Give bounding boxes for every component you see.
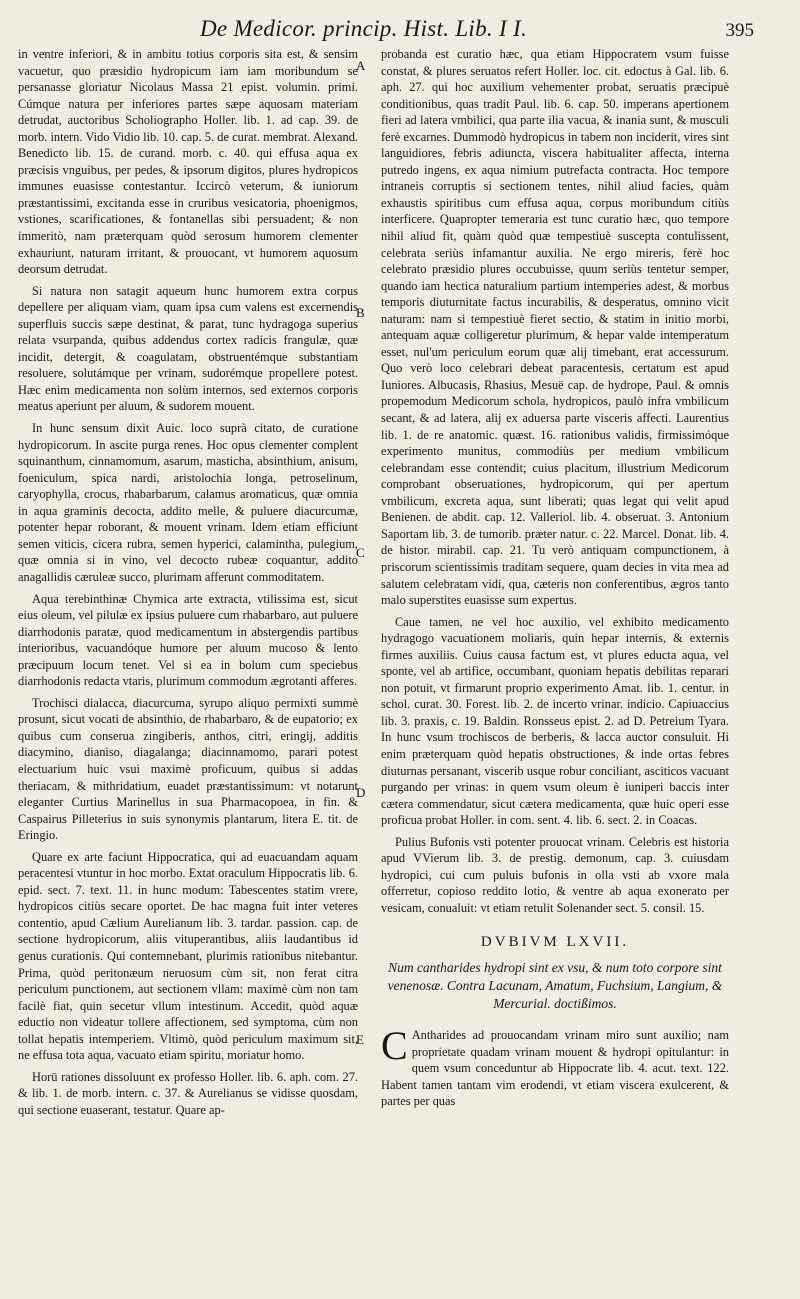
margin-letter-b: B <box>356 305 365 320</box>
paragraph-text: Antharides ad prouocandam vrinam miro sunt auxilio; nam proprietate quadam vrinam mouent & hydropi opitulantur: in quem vsum conceduntur ab Hippocrate lib. 4. acut. text. 122. Habent tamen tantam vim erodendi, vt etiam viscera exulcerent, & partes per quas <box>381 1027 729 1109</box>
paragraph: In hunc sensum dixit Auic. loco suprà citato, de curatione hydropicorum. In ascite purga renes. Hoc opus clementer complent squinanthum, cinnamomum, asarum, masticha, absinthium, anisum, foeniculum, spica nardi, aristolochia longa, petroselinum, caryophylla, crocus, rhabarbarum, calamus aromaticus, quæ omnia in aqua graminis decocta, addito melle, & puluere diacurcumæ, potenter hepar roborant, & mouent vrinam. Idem etiam efficiunt semen viticis, cicera rubra, semen hyperici, calamintha, pulegium, quæ omnia si in vino, vel decocto rubeæ coquantur, addito anagallidis cæruleæ succo, plurimam afferunt commoditatem. <box>18 421 358 584</box>
margin-letter-a: A <box>356 58 366 73</box>
paragraph: Si natura non satagit aqueum hunc humorem extra corpus depellere per aliquam viam, quam ipsa cum valens est excernendis superfluis succis sæpe destinat, & parat, tunc hydragoga superius relata vsurpanda, quibus addendus cortex radicis frangulæ, quæ incidit, detergit, & coagulatam, obstruentémque substantiam resoluere, solutámque per vrinam, sudorémque propellere potest. Hæc enim medicamenta non solùm internos, sed externos corporis meatus aperiunt per aluum, & sudorem mouent. <box>18 283 358 414</box>
page-header <box>0 8 800 48</box>
paragraph: Trochisci dialacca, diacurcuma, syrupo aliquo permixti summè prosunt, sicut vocati de absinthio, de rhabarbaro, & de eupatorio; ex quibus cum conserua zingiberis, anthos, citri, eringij, additis diacymino, dianiso, diagalanga; diacinnamomo, parari potest electuarium huic vsui maximè proficuum, quibus si addas theriacam, & mithridatium, euadet præstantissimum: vt notarunt eleganter Curtius Marinellus in sua Pharmacopoea, in fin. & Caspairus Pilleterius in suis synonymis plantarum, litera E. tit. de Eringio. <box>18 695 358 843</box>
page-number: 395 <box>725 20 754 41</box>
left-column <box>18 46 358 1123</box>
paragraph: Quare ex arte faciunt Hippocratica, qui ad euacuandam aquam peracentesi vtuntur in hoc morbo. Extat oraculum Hippocratis lib. 6. epid. sect. 7. text. 11. in hunc modum: Tabescentes statim vrere, hydropicos citiùs secare oportet. De hac magna fuit inter veteres contentio, apud Cælium Aurelianum lib. 3. tardar. passion. cap. de sectione hydropicorum, aliis vituperantibus, aliis laudantibus id genus curationis. Qui contemnebant, plurimis rationibus nitebantur. Prima, quòd peritonæum neruosum cùm sit, non ferat citra periculum punctionem, aut sectionem vllam: maximè cùm non tam facilè fiat, quin secetur vllum intestinum. Accedit, quòd aquæ eductio non videatur tollere affectionem, sed symptoma, cùm non tollat hepatis intemperiem. Vltimò, quòd periculum maximum sit, ne effusa tota aqua, vacuato etiam spiritu, moriatur homo. <box>18 849 358 1063</box>
paragraph: Horū rationes dissoluunt ex professo Holler. lib. 6. aph. com. 27. & lib. 1. de morb. intern. c. 37. & Aurelianus se vidisse quosdam, qui sectione euaserant, testatur. Quare ap- <box>18 1069 358 1117</box>
paragraph: Pulius Bufonis vsti potenter prouocat vrinam. Celebris est historia apud VVierum lib. 3. de prestig. demonum, cap. 3. cuiusdam hydropici, cui cum puluis bufonis in olla vsti ab vxore mala offerretur, copioso reddito lotio, & ventre ab aqua exonerato per vesicam, conualuit: vt etiam retulit Solenander sect. 5. consil. 15. <box>381 834 729 915</box>
margin-letter-c: C <box>356 545 365 560</box>
right-column <box>381 46 729 1115</box>
paragraph: Caue tamen, ne vel hoc auxilio, vel exhibito medicamento hydragogo vacuationem moliaris, quin hepar internis, & externis firmes auxiliis. Cuius causa factum est, vt plures educta aqua, vel sponte, vel ab artifice, occumbant, quoniam hepatis debilitas reparari non potuit, vt firmarunt proprio experimento Amat. lib. 1. centur. in schol. curat. 30. Forest. lib. 2. de incerto vrinar. indicio. Capiuaccius lib. 3. praxis, c. 19. Baldin. Ronsseus epist. 2. ad D. Petreium Tyara. In hunc vsum trochiscos de berberis, & lacca auctor consuluit. Hi enim præterquam quòd hepatis obstructiones, & inde ortas febres diuturnas persanant, viscerib usque robur conciliant, asciticos vacuant purgando per vrinas: in quem vsum oleum è iuniperi baccis inter cætera commendatur, sicut cætera medicamenta, quæ huic operi esse proficua probat Holler. in com. sent. 4. lib. 6. sect. 2. in Coacas. <box>381 614 729 828</box>
section-heading: DVBIVM LXVII. <box>480 934 630 951</box>
section-first-paragraph <box>381 1022 729 1110</box>
paragraph: Aqua terebinthinæ Chymica arte extracta, vtilissima est, sicut eius oleum, vel pilulæ ex ipsius puluere cum rhabarbaro, aut puluere diarrhodonis paratæ, quod medicamentum in abstergendis partibus interioribus, vacuandóque humore per aluum mucoso & lento præcipuum locum tenet. Vel si ea in bolum cum speciebus diarrhodonis redacta vtaris, plurimum commodum ægrotanti afferes. <box>18 591 358 689</box>
paragraph: probanda est curatio hæc, qua etiam Hippocratem vsum fuisse constat, & plures seruatos refert Holler. loc. cit. edoctus à Gal. lib. 6. aph. 27. qui hoc auxilium vehementer probat, seruatis præcipuè conditionibus, quas tradit Paul. lib. 6. cap. 50. imperans apertionem fieri ad latera vmbilici, qua parte ilia vacua, & inania sunt, & musculi ferè excarnes. Dummodò hydropicus in tabem non inciderit, vires sint languidiores, febris adiuncta, viscera habitualiter affecta, interna putredo ingens, ex aqua nimium putrefacta contracta. Hoc tempore intraneis corruptis si sectionem tentes, nihil aliud facies, quàm exhaustis spiritibus cum effusa aqua, corpus moribundum citiùs interficere. Quapropter temeraria est tunc curatio hæc, quo tempore nihil aliud fit, quàm quòd quæ tempestiuè suscepta contulissent, celebrata seriùs infamantur auxilia. Ne ergo mireris, ferè hoc celebrato præsidio plures occubuisse, quum seriùs tentetur semper, quando iam hectica naturalium partium intemperies adest, & morbus temporis diuturnitate factus incurabilis, & desperatus, omnino vicit naturam: nam si tempestiuè fieret sectio, & statim in initio morbi, antequam aquæ colligeretur plurimum, & hepar valde intemperatum esset, nul'um periculum eorum quæ alij timebant, erat accessurum. Quo verò loco celebrari debeat paracentesis, certatum est apud Iuniores. Albucasis, Rhasius, Mesuë cap. de hydrope, Paul. & omnis propemodum Medicorum schola, hydropicos, paulò infra vmbilicum secant, & ad latera, alij ex aduersa parte visceris affecti. Laurentius lib. 1. de re anatomic. quæst. 16. rationibus validis, firmissimóque experimento munitus, commodiùs per medium vmbilicum celebrandam esse contendit; cuius placitum, illustrium Medicorum comprobant obseruationes, hydropicorum, qui per apertum vmbilicum, excreta aqua, sunt liberati; quas legat qui velit apud Benienen. de abdit. cap. 12. Valleriol. lib. 4. obseruat. 3. Antonium Saportam lib. 3. de tumorib. præter natur. c. 22. Marcel. Donat. lib. 4. de histor. mirabil. cap. 21. Tu verò antiquam compunctionem, à priscorum scientissimis traditam sequere, quam decies in vita mea ad salutem celebratam vidi, qua, cæteris non conferentibus, ægros tanto malo superstites euasisse sum expertus. <box>381 47 729 608</box>
section-title: Num cantharides hydropi sint ex vsu, & num toto corpore sint venenosæ. Contra Lacunam, Amatum, Fuchsium, Langium, & Mercurial. doctißimos. <box>387 959 723 1011</box>
running-title: De Medicor. princip. Hist. Lib. I I. <box>200 16 528 41</box>
margin-letter-e: E <box>356 1032 364 1047</box>
margin-letter-d: D <box>356 785 366 800</box>
drop-cap: C <box>381 1022 408 1068</box>
paragraph: in ventre inferiori, & in ambitu totius corporis sita est, & sensim vacuetur, quo præsidio hydropicum iam iam moribundum se persanasse gloriatur Nicolaus Massa 21 epist. volumin. primi. Cúmque natura per inferiores partes sæpe aquosam materiam detrudat, auctoribus Scholiographo Holler. lib. 1. ad cap. 39. de morb. intern. Vido Vidio lib. 10. cap. 5. de curat. membrat. Alexand. Benedicto lib. 15. de curand. morb. c. 40. qui effusa aqua ex præcisis vnguibus, per pedes, & ipsorum digitos, plures hydropicos immunes euasisse contestantur. Iccircò veterum, & iuniorum præstantissimi, excitanda esse in cruribus vesicatoria, phoenigmos, vstiones, scarificationes, & fontanellas sibi persuadent; & non immeritò, nam præterquam quòd serosum humorem clementer exhauriunt, naturam irritant, & prouocant, vt humorem aquosum deorsum detrudat. <box>18 47 358 277</box>
